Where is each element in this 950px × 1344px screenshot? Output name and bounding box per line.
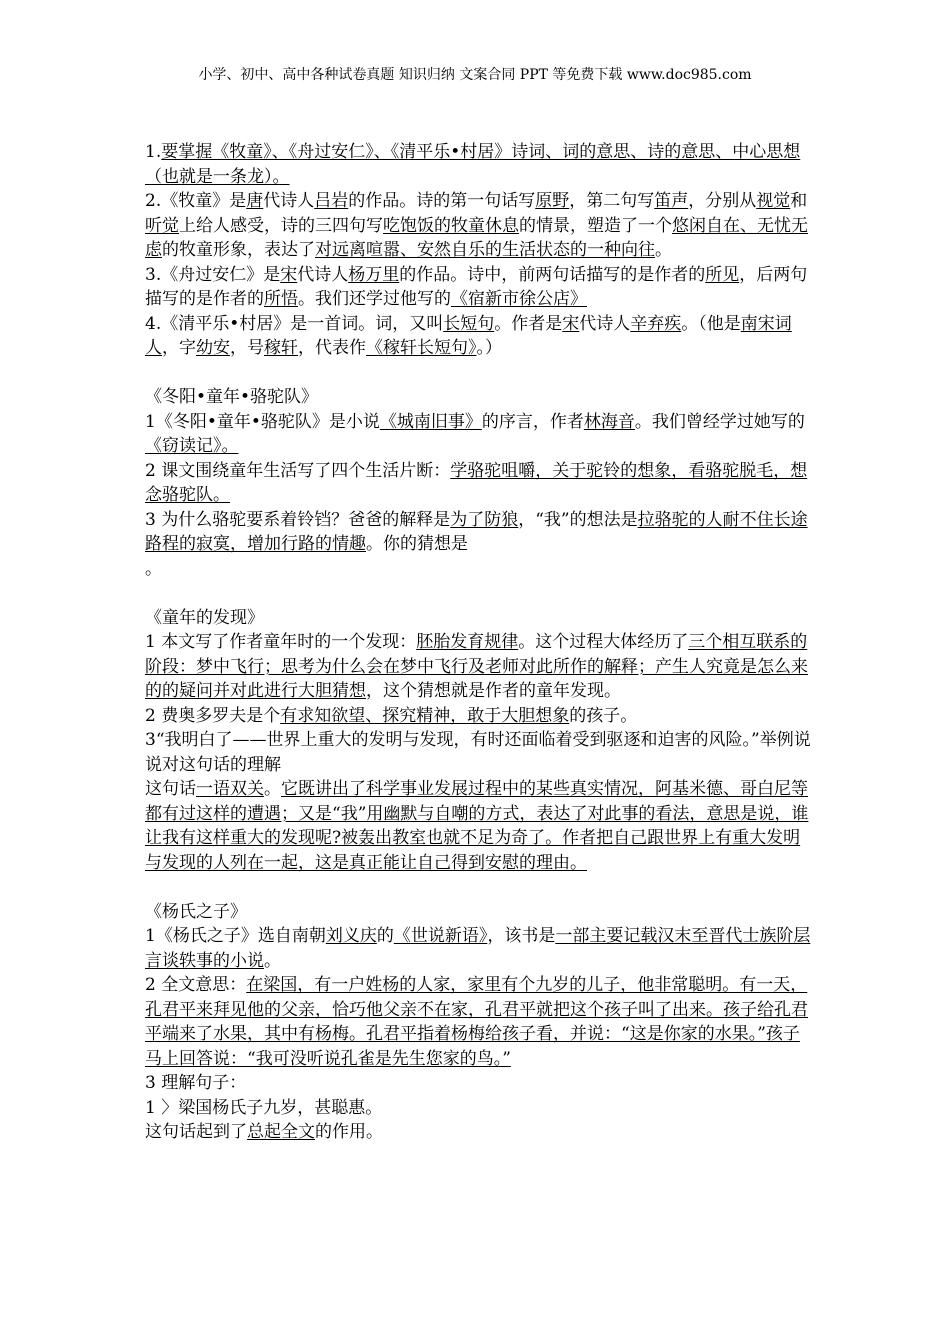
text-segment: 代诗人 bbox=[263, 191, 315, 211]
answer-underline: 南宋词人 bbox=[145, 313, 792, 358]
text-segment: 《冬阳•童年•骆驼队》 bbox=[145, 387, 319, 407]
document-body bbox=[145, 140, 815, 1145]
text-segment: ，分别从 bbox=[688, 191, 757, 211]
answer-underline: 所见 bbox=[705, 264, 740, 285]
answer-underline: 它既讲出了科学事业发展过程中的某些真实情况，阿基米德、哥白尼等都有过这样的遭遇；又是“我”用幽默与自嘲的方式，表达了对此事的看法，意思是说，谁让我有这样重大的发现呢?被轰出教室也就不足为奇了。作者把自己跟世界上有重大发明与发现的人列在一起，这是真正能让自己得到安慰的理由。 bbox=[145, 779, 809, 873]
answer-underline: 拉骆驼的人耐不住长途路程的寂寞，增加行路的情趣 bbox=[145, 509, 808, 554]
answer-underline: 在梁国，有一户姓杨的人家，家里有个九岁的儿子，他非常聪明。有一天，孔君平来拜见他的父亲，恰巧他父亲不在家，孔君平就把这个孩子叫了出来。孩子给孔君平端来了水果，其中有杨梅。孔君平指着杨梅给孩子看，并说：“这是你家的水果。”孩子马上回答说：“我可没听说孔雀是先生您家的鸟。” bbox=[145, 975, 808, 1069]
answer-underline: 一部主要记载汉末至晋代士族阶层言谈轶事的小说 bbox=[145, 926, 811, 971]
text-segment: 。这个过程大体经历了 bbox=[518, 632, 689, 652]
text-segment: ，第二句写 bbox=[569, 191, 655, 211]
text-segment: 1. bbox=[145, 142, 162, 162]
answer-underline: 刘义庆 bbox=[325, 926, 377, 946]
text-segment: ，代表作 bbox=[298, 338, 366, 358]
answer-underline: 胚胎发育规律 bbox=[416, 632, 519, 652]
text-segment: 。 bbox=[264, 779, 281, 799]
answer-underline: 《窃读记》。 bbox=[145, 436, 239, 456]
paragraph bbox=[145, 704, 815, 729]
text-segment: 。 bbox=[655, 240, 672, 260]
answer-underline: 《宿新市徐公店》 bbox=[451, 289, 587, 309]
text-segment: 的作品。诗中，前两句话描写的是作者的 bbox=[399, 264, 706, 285]
answer-underline: 《稼轩长短句》 bbox=[366, 338, 477, 358]
paragraph bbox=[145, 973, 815, 1071]
text-segment: 的序言，作者 bbox=[481, 411, 584, 432]
paragraph bbox=[145, 1120, 815, 1145]
answer-underline: 要掌握《牧童》、《舟过安仁》、《清平乐•村居》诗词、词的意思、诗的意思、中心思想（也就是一条龙）。 bbox=[145, 142, 801, 187]
answer-underline: 学骆驼咀嚼，关于驼铃的想象，看骆驼脱毛，想念骆驼队。 bbox=[145, 460, 808, 505]
text-segment: 1 〉梁国杨氏子九岁，甚聪惠。 bbox=[145, 1097, 383, 1118]
answer-underline: 林海音 bbox=[583, 411, 635, 432]
text-segment: 。（他是 bbox=[681, 313, 741, 334]
paragraph bbox=[145, 924, 815, 973]
answer-underline: 《城南旧事》 bbox=[379, 411, 482, 432]
answer-underline: 辛弃疾 bbox=[630, 313, 682, 334]
text-segment: 的作用。 bbox=[315, 1122, 383, 1142]
text-segment: 这句话起到了 bbox=[145, 1122, 247, 1142]
blank-line bbox=[145, 581, 815, 606]
text-segment: 1《杨氏之子》选自南朝 bbox=[145, 926, 326, 946]
text-segment: 的孩子。 bbox=[569, 705, 638, 726]
text-segment: 2 费奥多罗夫是个 bbox=[145, 705, 281, 726]
text-segment: 代诗人 bbox=[297, 264, 349, 285]
text-segment: 3 理解句子： bbox=[145, 1073, 247, 1093]
answer-underline: 悠闲自在、无忧无虑 bbox=[145, 215, 808, 260]
answer-underline: 稼轩 bbox=[264, 338, 298, 358]
answer-underline: 笛声 bbox=[654, 191, 689, 211]
paragraph bbox=[145, 630, 815, 704]
text-segment: 。你的猜想是 bbox=[366, 534, 468, 554]
answer-underline: 原野 bbox=[535, 191, 570, 211]
text-segment: 2 课文围绕童年生活写了四个生活片断： bbox=[145, 460, 451, 481]
text-segment: 。作者是 bbox=[494, 313, 563, 334]
paragraph bbox=[145, 900, 815, 925]
text-segment: 的 bbox=[376, 926, 394, 946]
text-segment: 。） bbox=[476, 338, 502, 358]
paragraph bbox=[145, 312, 815, 361]
paragraph bbox=[145, 1096, 815, 1121]
text-segment: 。 bbox=[145, 558, 162, 579]
page-header: 小学、初中、高中各种试卷真题 知识归纳 文案合同 PPT 等免费下载 www.doc985.com bbox=[198, 67, 752, 83]
paragraph bbox=[145, 777, 815, 875]
paragraph bbox=[145, 410, 815, 459]
paragraph bbox=[145, 1071, 815, 1096]
text-segment: 3“我明白了——世界上重大的发明与发现，有时还面临着受到驱逐和迫害的风险。”举例说说对这句话的理解 bbox=[145, 730, 811, 775]
paragraph bbox=[145, 189, 815, 263]
text-segment: 。 bbox=[264, 950, 281, 971]
paragraph bbox=[145, 263, 815, 312]
answer-underline: 为了防狼 bbox=[450, 509, 519, 530]
text-segment: 1 本文写了作者童年时的一个发现： bbox=[145, 632, 417, 652]
text-segment: 2.《牧童》是 bbox=[145, 191, 247, 211]
answer-underline: 幼安 bbox=[196, 338, 230, 358]
paragraph bbox=[145, 140, 815, 189]
text-segment: 这句话 bbox=[145, 779, 196, 799]
text-segment: 2 全文意思： bbox=[145, 975, 247, 995]
answer-underline: 杨万里 bbox=[348, 264, 400, 285]
answer-underline: 三个相互联系的阶段：梦中飞行；思考为什么会在梦中飞行及老师对此所作的解释；产生人究竟是怎么来的的疑问并对此进行大胆猜想 bbox=[145, 632, 808, 701]
text-segment: 和 bbox=[790, 191, 808, 211]
text-segment: 。我们曾经学过她写的 bbox=[634, 411, 805, 432]
paragraph bbox=[145, 459, 815, 508]
answer-underline: 宋 bbox=[280, 264, 298, 285]
text-segment: 3 为什么骆驼要系着铃铛？爸爸的解释是 bbox=[145, 509, 451, 530]
answer-underline: 唐 bbox=[246, 191, 264, 211]
paragraph bbox=[145, 557, 815, 582]
answer-underline: 一语双关 bbox=[196, 779, 264, 799]
text-segment: ，字 bbox=[162, 338, 196, 358]
text-segment: 上给人感受，诗的三四句写 bbox=[179, 215, 383, 236]
text-segment: 1《冬阳•童年•骆驼队》是小说 bbox=[145, 411, 380, 432]
blank-line bbox=[145, 875, 815, 900]
blank-line bbox=[145, 361, 815, 386]
answer-underline: 总起全文 bbox=[247, 1122, 315, 1142]
answer-underline: 吕岩 bbox=[314, 191, 349, 211]
text-segment: 《杨氏之子》 bbox=[145, 901, 247, 922]
paragraph bbox=[145, 508, 815, 557]
answer-underline: 所悟 bbox=[264, 289, 298, 309]
answer-underline: 对远离喧嚣、安然自乐的生活状态的一种向往 bbox=[315, 240, 655, 260]
answer-underline: 宋 bbox=[562, 313, 580, 334]
answer-underline: 听觉 bbox=[145, 215, 179, 236]
answer-underline: 视觉 bbox=[756, 191, 791, 211]
text-segment: ，“我”的想法是 bbox=[518, 509, 638, 530]
text-segment: ，后两句描写的是作者的 bbox=[145, 264, 808, 309]
answer-underline: 有求知欲望、探究精神，敢于大胆想象 bbox=[280, 705, 570, 726]
paragraph bbox=[145, 606, 815, 631]
answer-underline: 吃饱饭的牧童休息 bbox=[383, 215, 519, 236]
paragraph bbox=[145, 728, 815, 777]
answer-underline: 长短句 bbox=[443, 313, 495, 334]
text-segment: 的情景，塑造了一个 bbox=[519, 215, 672, 236]
text-segment: 。我们还学过他写的 bbox=[298, 289, 451, 309]
text-segment: 《童年的发现》 bbox=[145, 607, 264, 628]
text-segment: ，号 bbox=[230, 338, 264, 358]
answer-underline: 《世说新语》 bbox=[393, 926, 488, 946]
text-segment: 代诗人 bbox=[579, 313, 631, 334]
paragraph bbox=[145, 385, 815, 410]
text-segment: ，该书是 bbox=[487, 926, 556, 946]
text-segment: ，这个猜想就是作者的童年发现。 bbox=[366, 681, 621, 701]
text-segment: 3.《舟过安仁》是 bbox=[145, 264, 281, 285]
text-segment: 的牧童形象，表达了 bbox=[162, 240, 315, 260]
text-segment: 4.《清平乐•村居》是一首词。词，又叫 bbox=[145, 313, 444, 334]
text-segment: 的作品。诗的第一句话写 bbox=[348, 191, 536, 211]
